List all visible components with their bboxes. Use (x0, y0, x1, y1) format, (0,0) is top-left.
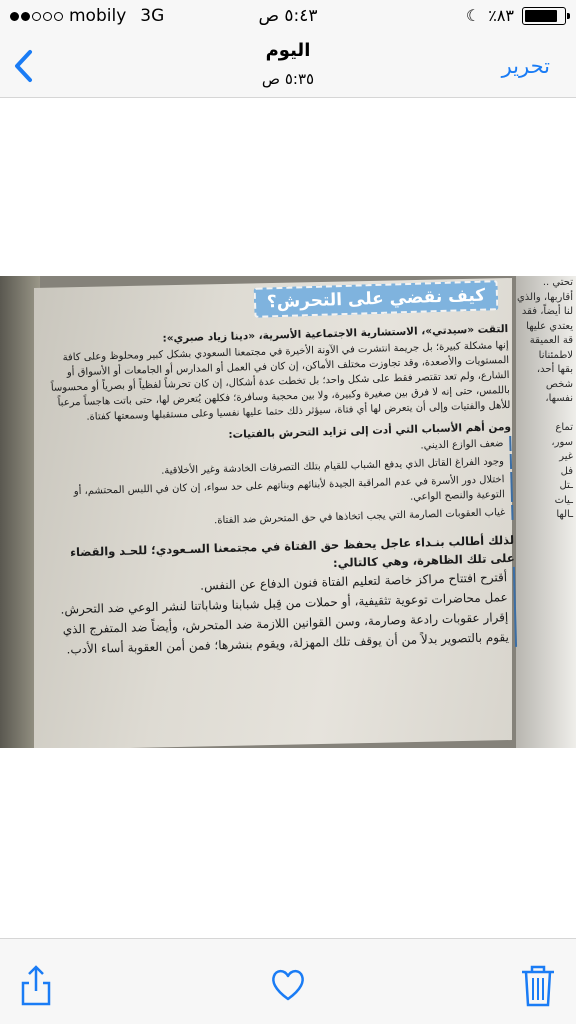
moon-icon: ☾ (465, 6, 481, 25)
status-time: ٥:٤٣ ص (258, 6, 318, 26)
battery-level (525, 10, 557, 22)
solution-item: أقترح افتتاح مراكز خاصة لتعليم الفتاة فنون الدفاع عن النفس. (53, 567, 515, 600)
nav-bar (0, 34, 576, 98)
photo-view[interactable] (0, 276, 576, 748)
carrier-name: mobily (69, 6, 127, 26)
share-icon (16, 963, 56, 1007)
adjacent-page (516, 276, 576, 748)
side-text-line: شخص (545, 378, 573, 390)
solutions-list (53, 567, 517, 660)
battery-percent: ٪٨٣ (488, 6, 514, 25)
cause-item: غياب العقوبات الصارمة التي يجب اتخاذها في حق المتحرش ضد الفتاة. (51, 505, 513, 533)
like-button[interactable] (268, 963, 308, 1007)
bottom-toolbar (0, 938, 576, 1024)
cause-item: اختلال دور الأسرة في عدم المراقبة الجيدة لأبنائهم وبناتهم على حد سواء، إن كان في اللبس المحتشم، أو التوعية والنصح الواعي. (50, 472, 513, 515)
side-text-line: غير (559, 451, 573, 462)
side-text-line: فل (560, 465, 573, 477)
side-text-line: سور، (551, 436, 573, 448)
side-text-line: لنا أيضاً، فقد (521, 306, 573, 317)
article-paragraph: إنها مشكلة كبيرة؛ بل جريمة انتشرت في الآونة الأخيرة في مجتمعنا السعودي بشكل كبير ومحلوظ وعلى كافة المستويات والأصعدة، وقد تجاوزت مختلف الأماكن، إن كان في العمل أو المدارس أو الجامعات أو الأسواق أو الشارع، ولم تعد تقتصر فقط على شكل واحد؛ بل تخطت عدة أشكال، إن كان تحرشاً لفظياً أو بصرياً أو محسوساً باللمس، حتى إنه لا فرق بين صغيرة وكبيرة، ولا بين محجبة وسافرة؛ فكلهن يُتعرض لها، حتى باتت هاجساً مرعباً للأهل والفتيات وإلى أن يتعرض لها أي فتاة، سيؤثر ذلك حتما عليها نفسيا وعلى مستقبلها وسمعتها كفتاة. (50, 339, 511, 423)
adjacent-page-text (516, 276, 576, 523)
article-paragraph: ومن أهم الأسباب التي أدت إلى تزايد التحرش بالفتيات: (228, 420, 512, 441)
side-text-line: تماع (555, 422, 573, 433)
status-bar (0, 0, 576, 34)
trash-icon (518, 963, 558, 1007)
solution-item: عمل محاضرات توعوية تثقيفية، أو حملات من قِبل شبابنا وشاباتنا لنشر الوعي ضد التحرش. (54, 587, 516, 620)
article-headline: كيف نقضي على التحرش؟ (254, 280, 499, 318)
delete-button[interactable] (518, 963, 558, 1007)
nav-title: اليوم (265, 40, 311, 61)
side-text-line: نفسها، (545, 393, 573, 404)
cause-item: ضعف الوازع الديني. (49, 436, 511, 464)
side-text-line: أقاربها، والذي (516, 291, 573, 303)
side-text-line: قة العميقة (529, 335, 573, 346)
side-text-line: ـيات (554, 494, 573, 506)
side-text-line: لاطمئنانا (538, 349, 573, 361)
network-type: 3G (140, 6, 165, 26)
demand-heading: لذلك أطالب بنـداء عاجل يحفظ حق الفتاة في مجتمعنا السـعودي؛ للحـد والقضاء على تلك الظاهرة، وهي كالتالي: (69, 532, 515, 570)
nav-subtitle: ٥:٣٥ ص (261, 70, 315, 88)
edit-button[interactable]: تحرير (501, 54, 550, 78)
heart-icon (268, 963, 308, 1007)
cause-item: وجود الفراغ القاتل الذي يدفع الشباب للقيام بتلك التصرفات الخادشة وغير الأخلاقية. (50, 454, 512, 482)
article-body (46, 322, 517, 660)
status-right (466, 6, 566, 25)
side-text-line: ـالها (556, 509, 573, 520)
side-text-line: تحتي .. (542, 277, 573, 288)
article-paragraph: التقت «سيدتي»، الاستشارية الاجتماعية الأسرية، «دينا زياد صبري»: (162, 322, 509, 345)
solution-item: إقرار عقوبات رادعة وصارمة، وسن القوانين اللازمة ضد المتحرش، وأيضاً ضد المتفرج الذي يقوم بالتصوير بدلاً من أن يوقف تلك المهزلة، ويقوم بنشرها؛ فمن أمن العقوبة أساء الأدب. (54, 607, 517, 660)
battery-icon (522, 7, 566, 25)
article-paragraphs (46, 322, 511, 448)
side-text-line: ـتل (559, 480, 573, 491)
side-text-line: يعتدي عليها (526, 320, 573, 332)
side-text-line: بقها أحد، (536, 364, 573, 375)
causes-list (49, 436, 513, 533)
share-button[interactable] (16, 963, 56, 1007)
side-text-line (516, 407, 573, 422)
